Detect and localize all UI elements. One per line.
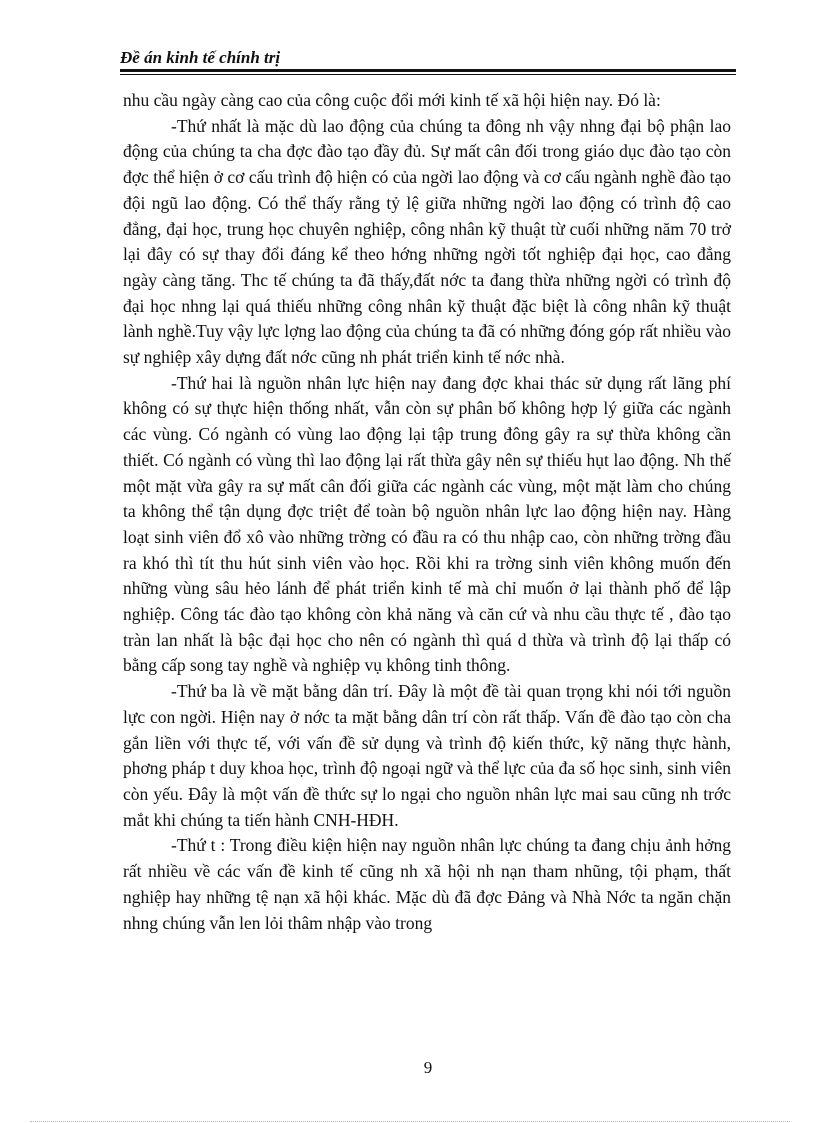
page-number: 9 [423,1058,433,1077]
running-header-title: Đề án kinh tế chính trị [120,48,281,67]
page-body [123,88,731,936]
paragraph-point-one: -Thứ nhất là mặc dù lao động của chúng ta đông nh vậy nhng đại bộ phận lao động của chúng ta cha đợc đào tạo đầy đủ. Sự mất cân đối trong giáo dục đào tạo còn đợc thể hiện ở cơ cấu trình độ hiện có của ngời lao động và cơ cấu ngành nghề đào tạo đội ngũ lao động. Có thể thấy rằng tỷ lệ giữa những ngời lao động có trình độ cao đẳng, đại học, trung học chuyên nghiệp, công nhân kỹ thuật từ cuối những năm 70 trở lại đây có sự thay đổi đáng kể theo hớng những ngời tốt nghiệp đại học, cao đẳng ngày càng tăng. Thc tế chúng ta đã thấy,đất nớc ta đang thừa những ngời có trình độ đại học nhng lại quá thiếu những công nhân kỹ thuật đặc biệt là công nhân kỹ thuật lành nghề.Tuy vậy lực lợng lao động của chúng ta đã có những đóng góp rất nhiều vào sự nghiệp xây dựng đất nớc cũng nh phát triển kinh tế nớc nhà. [123,115,731,368]
paragraph-point-three: -Thứ ba là về mặt bằng dân trí. Đây là một đề tài quan trọng khi nói tới nguồn lực con ngời. Hiện nay ở nớc ta mặt bằng dân trí còn rất thấp. Vấn đề đào tạo còn cha gắn liền với thực tế, với vấn đề sử dụng và trình độ kiến thức, kỹ năng thực hành, phơng pháp t duy khoa học, trình độ ngoại ngữ và thể lực của đa số học sinh, sinh viên còn yếu. Đây là một vấn đề thức sự lo ngại cho nguồn nhân lực mai sau cũng nh trớc mắt khi chúng ta tiến hành CNH-HĐH. [123,681,731,830]
paragraph-point-four: -Thứ t : Trong điều kiện hiện nay nguồn nhân lực chúng ta đang chịu ảnh hởng rất nhiều về các vấn đề kinh tế cũng nh xã hội nh nạn tham nhũng, tội phạm, thất nghiệp hay những tệ nạn xã hội khác. Mặc dù đã đợc Đảng và Nhà Nớc ta ngăn chặn nhng chúng vẫn len lỏi thâm nhập vào trong [123,835,731,933]
footer-dotted-line [30,1121,790,1122]
paragraph-point-two: -Thứ hai là nguồn nhân lực hiện nay đang đợc khai thác sử dụng rất lãng phí không có sự thực hiện thống nhất, vẫn còn sự phân bố không hợp lý giữa các ngành các vùng. Có ngành có vùng lao động lại tập trung đông gây ra sự thừa không cần thiết. Có ngành có vùng thì lao động lại rất thừa gây nên sự thiếu hụt lao động. Nh thế một mặt vừa gây ra sự mất cân đối giữa các ngành các vùng, một mặt làm cho chúng ta không thể tận dụng đợc triệt để toàn bộ nguồn nhân lực lao động hiện nay. Hàng loạt sinh viên đổ xô vào những trờng có đầu ra có thu nhập cao, còn những trờng đầu ra khó thì tít thu hút sinh viên vào học. Rồi khi ra trờng sinh viên không muốn đến những vùng sâu hẻo lánh để phát triển kinh tế mà chỉ muốn ở lại thành phố để lập nghiệp. Công tác đào tạo không còn khả năng và căn cứ và nhu cầu thực tế , đào tạo tràn lan nhất là bậc đại học cho nên có ngành thì quá d thừa và trình độ lại thấp có bằng cấp song tay nghề và nghiệp vụ không tinh thông. [123,372,731,676]
header-rule-thin [120,74,736,75]
header-rule-thick [120,69,736,72]
paragraph-continuation: nhu cầu ngày càng cao của công cuộc đổi mới kinh tế xã hội hiện nay. Đó là: [123,90,661,110]
